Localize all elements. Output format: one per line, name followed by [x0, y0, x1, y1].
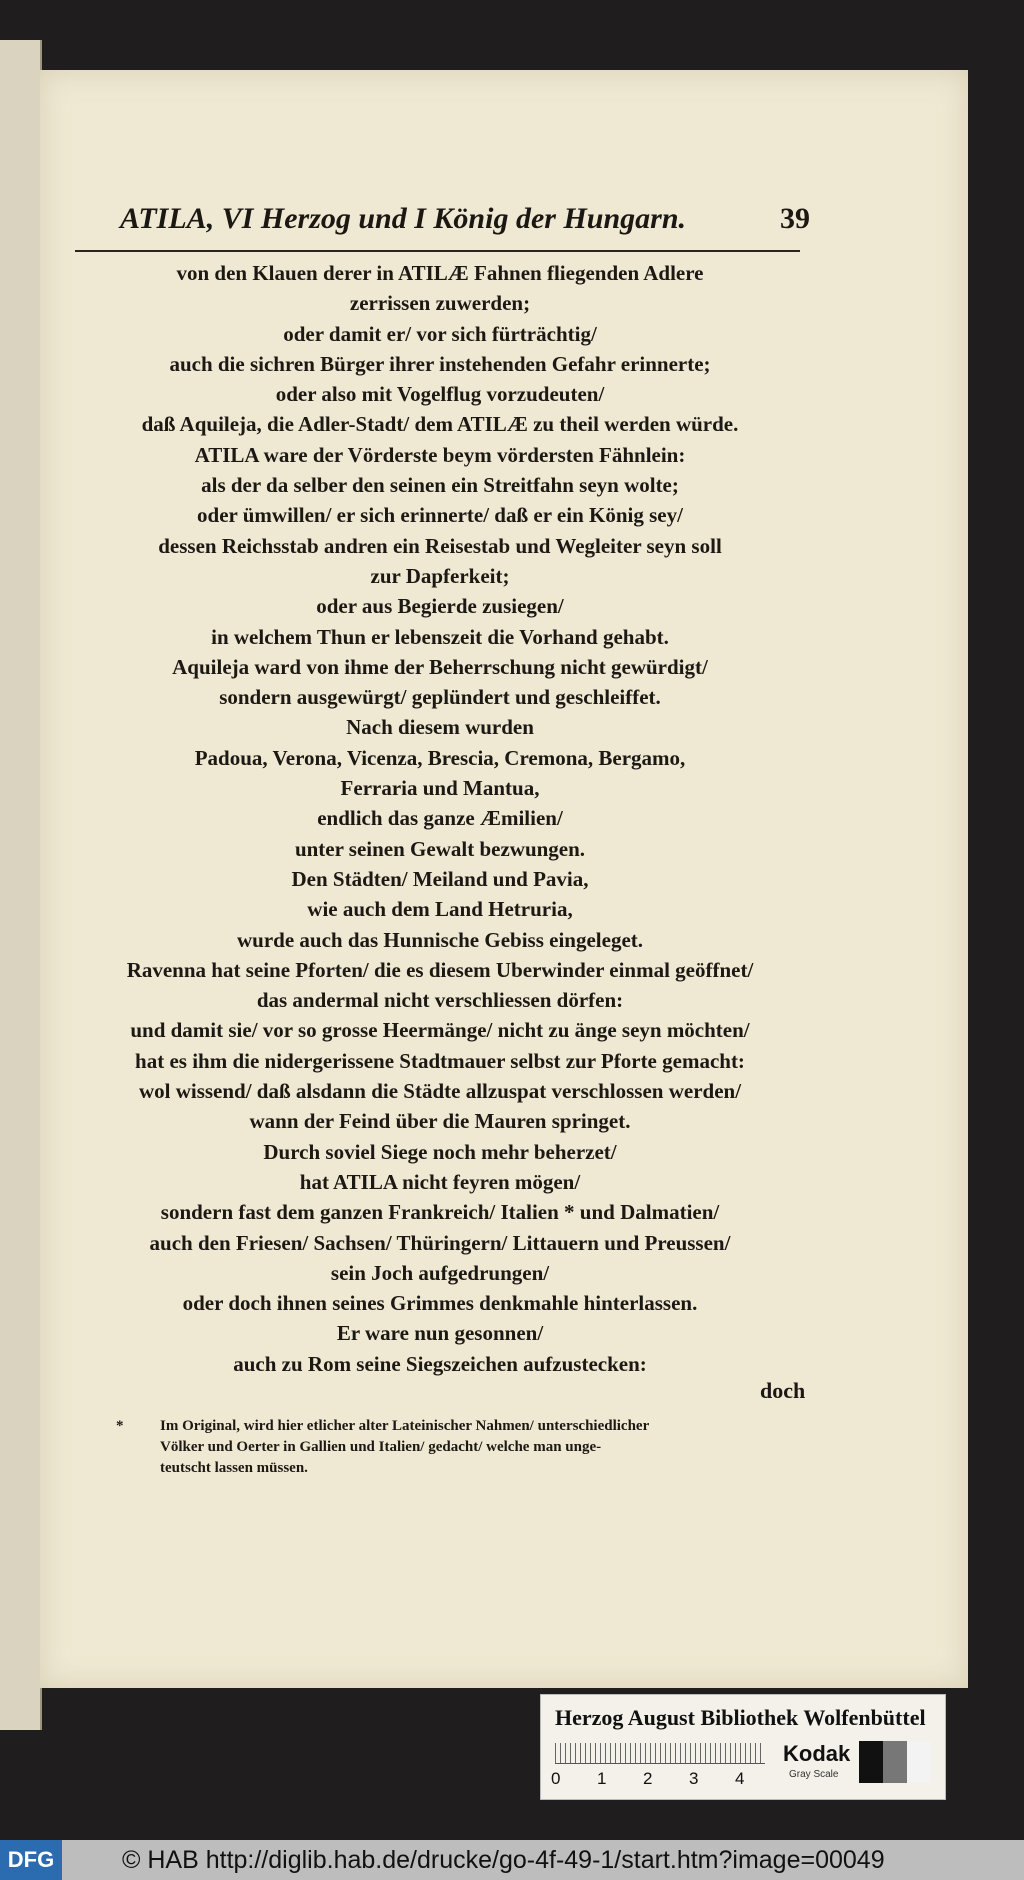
text-line: wol wissend/ daß alsdann die Städte allzuspat verschlossen werden/: [138, 1079, 742, 1104]
ruler-number: 3: [689, 1769, 699, 1788]
kodak-brand: Kodak: [783, 1741, 851, 1766]
running-header: [120, 202, 810, 236]
text-line: Durch soviel Siege noch mehr beherzet/: [263, 1139, 617, 1164]
gray-swatch-mid: [883, 1741, 907, 1783]
text-line: von den Klauen derer in ATILÆ Fahnen fliegenden Adlere: [176, 261, 704, 285]
text-line: oder damit er/ vor sich fürträchtig/: [283, 321, 597, 346]
footnote: [116, 1416, 740, 1479]
text-line: Nach diesem wurden: [346, 715, 534, 740]
text-line: das andermal nicht verschliessen dörfen:: [256, 988, 624, 1013]
text-line: Aquileja ward von ihme der Beherrschung nicht gewürdigt/: [172, 654, 708, 679]
text-line: sein Joch aufgedrungen/: [330, 1260, 550, 1285]
text-line: ATILA ware der Vörderste beym vördersten Fähnlein:: [194, 442, 686, 467]
footnote-line: teutscht lassen müssen.: [160, 1460, 308, 1476]
text-line: oder ümwillen/ er sich erinnerte/ daß er ein König sey/: [197, 503, 683, 528]
page-body-text: [80, 258, 800, 1379]
running-title: ATILA, VI Herzog und I König der Hungarn.: [120, 202, 687, 235]
text-line: Den Städten/ Meiland und Pavia,: [291, 866, 589, 891]
text-line: sondern fast dem ganzen Frankreich/ Italien * und Dalmatien/: [160, 1200, 720, 1225]
dfg-logo: DFG: [0, 1840, 62, 1880]
text-line: daß Aquileja, die Adler-Stadt/ dem ATILÆ zu theil werden würde.: [141, 412, 739, 437]
library-scale-label: [540, 1694, 946, 1800]
text-line: als der da selber den seinen ein Streitfahn seyn wolte;: [201, 473, 679, 498]
facing-page-edge: [0, 40, 42, 1730]
ruler-number: 0: [551, 1769, 561, 1788]
copyright-link[interactable]: © HAB http://diglib.hab.de/drucke/go-4f-49-1/start.htm?image=00049: [122, 1846, 885, 1874]
text-line: oder also mit Vogelflug vorzudeuten/: [275, 382, 605, 407]
ruler-number: 1: [597, 1769, 607, 1788]
text-line: auch zu Rom seine Siegszeichen aufzustecken:: [233, 1351, 647, 1376]
text-line: wurde auch das Hunnische Gebiss eingeleget.: [236, 927, 644, 952]
gray-scale-caption: Gray Scale: [789, 1769, 839, 1780]
text-line: und damit sie/ vor so grosse Heermänge/ nicht zu änge seyn möchten/: [130, 1018, 750, 1043]
text-line: auch den Friesen/ Sachsen/ Thüringern/ Littauern und Preussen/: [149, 1230, 731, 1255]
text-line: wie auch dem Land Hetruria,: [307, 897, 573, 922]
text-line: Padoua, Verona, Vicenza, Brescia, Cremona, Bergamo,: [194, 745, 686, 770]
text-line: dessen Reichsstab andren ein Reisestab und Wegleiter seyn soll: [158, 533, 722, 558]
text-line: zur Dapferkeit;: [370, 563, 510, 588]
gray-swatch-white: [907, 1741, 931, 1783]
text-line: oder doch ihnen seines Grimmes denkmahle hinterlassen.: [182, 1291, 698, 1316]
library-name: Herzog August Bibliothek Wolfenbüttel: [555, 1705, 926, 1730]
text-line: hat ATILA nicht feyren mögen/: [299, 1169, 581, 1194]
viewer-footer: [0, 1840, 1024, 1880]
text-line: Ferraria und Mantua,: [340, 776, 540, 801]
text-line: hat es ihm die nidergerissene Stadtmauer selbst zur Pforte gemacht:: [135, 1048, 745, 1073]
header-rule: [75, 250, 800, 252]
text-line: wann der Feind über die Mauren springet.: [249, 1109, 631, 1134]
catchword: doch: [760, 1378, 806, 1403]
text-line: oder aus Begierde zusiegen/: [316, 594, 564, 619]
page-number: 39: [780, 202, 810, 235]
text-line: auch die sichren Bürger ihrer instehenden Gefahr erinnerte;: [169, 351, 711, 376]
text-line: endlich das ganze Æmilien/: [317, 806, 563, 831]
ruler-number: 2: [643, 1769, 653, 1788]
footnote-line: Im Original, wird hier etlicher alter Lateinischer Nahmen/ unterschiedlicher: [160, 1418, 650, 1434]
ruler-number: 4: [735, 1769, 745, 1788]
text-line: zerrissen zuwerden;: [349, 291, 531, 316]
text-line: Ravenna hat seine Pforten/ die es diesem Uberwinder einmal geöffnet/: [126, 957, 754, 982]
footnote-marker: *: [116, 1418, 124, 1434]
text-line: sondern ausgewürgt/ geplündert und geschleiffet.: [219, 685, 661, 710]
ruler-numbers: [551, 1769, 781, 1789]
text-line: Er ware nun gesonnen/: [336, 1321, 544, 1346]
gray-swatch-black: [859, 1741, 883, 1783]
text-line: in welchem Thun er lebenszeit die Vorhand gehabt.: [211, 624, 669, 649]
ruler-scale: [555, 1743, 765, 1764]
footnote-line: Völker und Oerter in Gallien und Italien/ gedacht/ welche man unge-: [160, 1439, 602, 1455]
text-line: unter seinen Gewalt bezwungen.: [294, 836, 586, 861]
